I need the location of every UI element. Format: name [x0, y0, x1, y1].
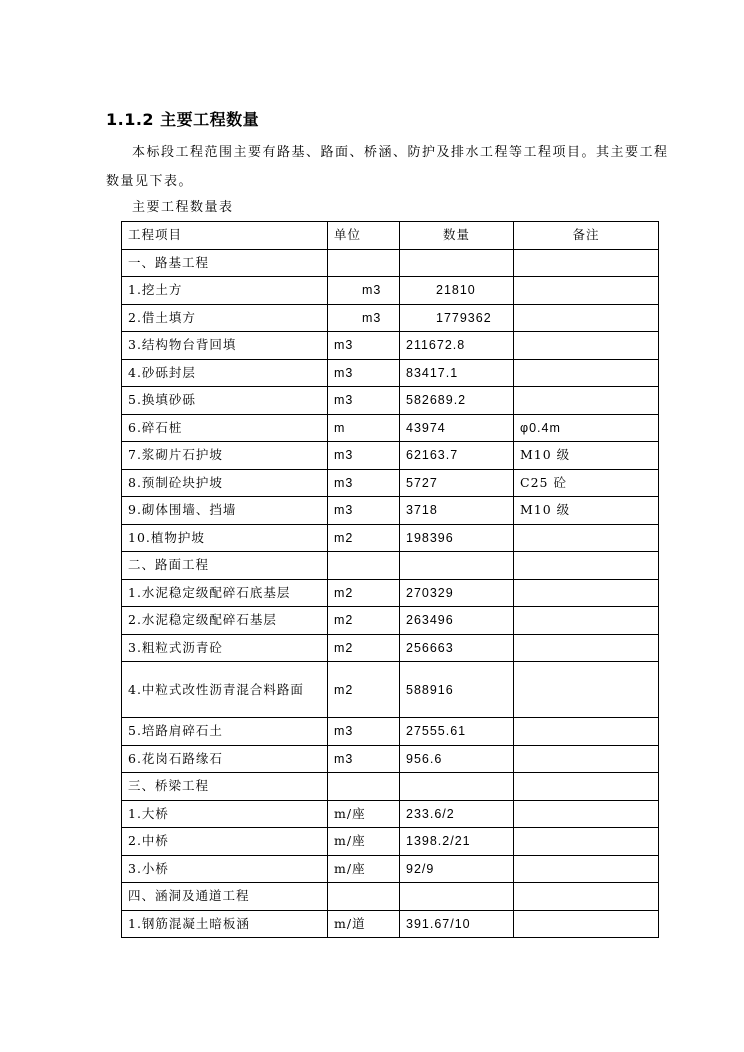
cell-unit — [328, 883, 400, 911]
cell-note — [514, 304, 659, 332]
header-note: 备注 — [514, 222, 659, 250]
cell-qty: 62163.7 — [400, 442, 514, 470]
cell-unit: m3 — [328, 332, 400, 360]
cell-qty: 1398.2/21 — [400, 828, 514, 856]
quantity-table — [121, 221, 659, 938]
table-row — [122, 910, 659, 938]
cell-note: C25 砼 — [514, 469, 659, 497]
cell-unit — [328, 249, 400, 277]
header-unit: 单位 — [328, 222, 400, 250]
table-header-row — [122, 222, 659, 250]
table-row — [122, 745, 659, 773]
cell-qty: 21810 — [400, 277, 514, 305]
cell-item: 8.预制砼块护坡 — [122, 469, 328, 497]
table-row — [122, 442, 659, 470]
cell-qty — [400, 249, 514, 277]
table-row — [122, 359, 659, 387]
cell-unit: m/座 — [328, 855, 400, 883]
cell-qty: 3718 — [400, 497, 514, 525]
cell-unit: m3 — [328, 745, 400, 773]
cell-qty — [400, 883, 514, 911]
cell-qty: 198396 — [400, 524, 514, 552]
cell-item: 二、路面工程 — [122, 552, 328, 580]
cell-qty — [400, 552, 514, 580]
table-row — [122, 800, 659, 828]
table-row — [122, 634, 659, 662]
cell-note — [514, 249, 659, 277]
cell-qty: 270329 — [400, 579, 514, 607]
cell-item: 3.结构物台背回填 — [122, 332, 328, 360]
cell-unit: m3 — [328, 304, 400, 332]
cell-note: M10 级 — [514, 497, 659, 525]
cell-qty: 256663 — [400, 634, 514, 662]
cell-item: 1.挖土方 — [122, 277, 328, 305]
cell-qty: 211672.8 — [400, 332, 514, 360]
cell-item: 一、路基工程 — [122, 249, 328, 277]
cell-item: 9.砌体围墙、挡墙 — [122, 497, 328, 525]
cell-unit: m2 — [328, 524, 400, 552]
cell-item: 10.植物护坡 — [122, 524, 328, 552]
cell-qty: 956.6 — [400, 745, 514, 773]
cell-unit: m3 — [328, 469, 400, 497]
cell-note — [514, 359, 659, 387]
cell-qty: 92/9 — [400, 855, 514, 883]
cell-unit: m3 — [328, 442, 400, 470]
cell-unit: m2 — [328, 607, 400, 635]
cell-note — [514, 524, 659, 552]
section-heading: 1.1.2 主要工程数量 — [106, 110, 260, 129]
cell-note — [514, 579, 659, 607]
cell-unit: m/道 — [328, 910, 400, 938]
cell-unit: m3 — [328, 277, 400, 305]
cell-item: 4.砂砾封层 — [122, 359, 328, 387]
cell-note: M10 级 — [514, 442, 659, 470]
intro-paragraph: 本标段工程范围主要有路基、路面、桥涵、防护及排水工程等工程项目。其主要工程数量见下表。 — [106, 145, 669, 189]
cell-note — [514, 634, 659, 662]
cell-item: 7.浆砌片石护坡 — [122, 442, 328, 470]
table-row — [122, 249, 659, 277]
cell-unit — [328, 552, 400, 580]
cell-unit: m3 — [328, 359, 400, 387]
cell-unit: m3 — [328, 387, 400, 415]
cell-item: 2.借土填方 — [122, 304, 328, 332]
table-row — [122, 332, 659, 360]
cell-item: 6.花岗石路缘石 — [122, 745, 328, 773]
cell-unit: m2 — [328, 662, 400, 718]
cell-note — [514, 277, 659, 305]
cell-item: 5.培路肩碎石土 — [122, 718, 328, 746]
table-row — [122, 828, 659, 856]
cell-note — [514, 800, 659, 828]
cell-note — [514, 910, 659, 938]
cell-unit: m — [328, 414, 400, 442]
table-row — [122, 773, 659, 801]
cell-item: 1.钢筋混凝土暗板涵 — [122, 910, 328, 938]
cell-item: 4.中粒式改性沥青混合料路面 — [122, 662, 328, 718]
cell-unit: m/座 — [328, 828, 400, 856]
table-row — [122, 277, 659, 305]
cell-qty: 582689.2 — [400, 387, 514, 415]
cell-unit: m3 — [328, 497, 400, 525]
cell-item: 1.大桥 — [122, 800, 328, 828]
header-item: 工程项目 — [122, 222, 328, 250]
cell-note — [514, 828, 659, 856]
table-title: 主要工程数量表 — [132, 200, 234, 215]
cell-item: 5.换填砂砾 — [122, 387, 328, 415]
cell-note — [514, 662, 659, 718]
table-row — [122, 579, 659, 607]
table-row — [122, 414, 659, 442]
cell-note — [514, 883, 659, 911]
cell-note: φ0.4m — [514, 414, 659, 442]
cell-unit: m2 — [328, 634, 400, 662]
cell-item: 1.水泥稳定级配碎石底基层 — [122, 579, 328, 607]
cell-qty: 83417.1 — [400, 359, 514, 387]
cell-item: 三、桥梁工程 — [122, 773, 328, 801]
table-row — [122, 718, 659, 746]
table-row — [122, 662, 659, 718]
cell-qty: 1779362 — [400, 304, 514, 332]
table-row — [122, 524, 659, 552]
table-row — [122, 304, 659, 332]
cell-item: 3.小桥 — [122, 855, 328, 883]
cell-note — [514, 332, 659, 360]
table-row — [122, 497, 659, 525]
header-qty: 数量 — [400, 222, 514, 250]
cell-note — [514, 607, 659, 635]
table-row — [122, 552, 659, 580]
cell-qty: 5727 — [400, 469, 514, 497]
cell-qty: 588916 — [400, 662, 514, 718]
cell-note — [514, 552, 659, 580]
table-row — [122, 883, 659, 911]
cell-note — [514, 855, 659, 883]
cell-note — [514, 745, 659, 773]
cell-qty: 233.6/2 — [400, 800, 514, 828]
cell-qty: 27555.61 — [400, 718, 514, 746]
cell-item: 6.碎石桩 — [122, 414, 328, 442]
cell-qty — [400, 773, 514, 801]
cell-unit: m2 — [328, 579, 400, 607]
cell-note — [514, 718, 659, 746]
cell-qty: 43974 — [400, 414, 514, 442]
cell-qty: 263496 — [400, 607, 514, 635]
cell-unit: m/座 — [328, 800, 400, 828]
table-row — [122, 387, 659, 415]
cell-unit: m3 — [328, 718, 400, 746]
table-row — [122, 469, 659, 497]
cell-note — [514, 387, 659, 415]
cell-item: 2.中桥 — [122, 828, 328, 856]
table-row — [122, 607, 659, 635]
table-row — [122, 855, 659, 883]
cell-item: 四、涵洞及通道工程 — [122, 883, 328, 911]
cell-unit — [328, 773, 400, 801]
cell-note — [514, 773, 659, 801]
cell-item: 2.水泥稳定级配碎石基层 — [122, 607, 328, 635]
cell-qty: 391.67/10 — [400, 910, 514, 938]
cell-item: 3.粗粒式沥青砼 — [122, 634, 328, 662]
